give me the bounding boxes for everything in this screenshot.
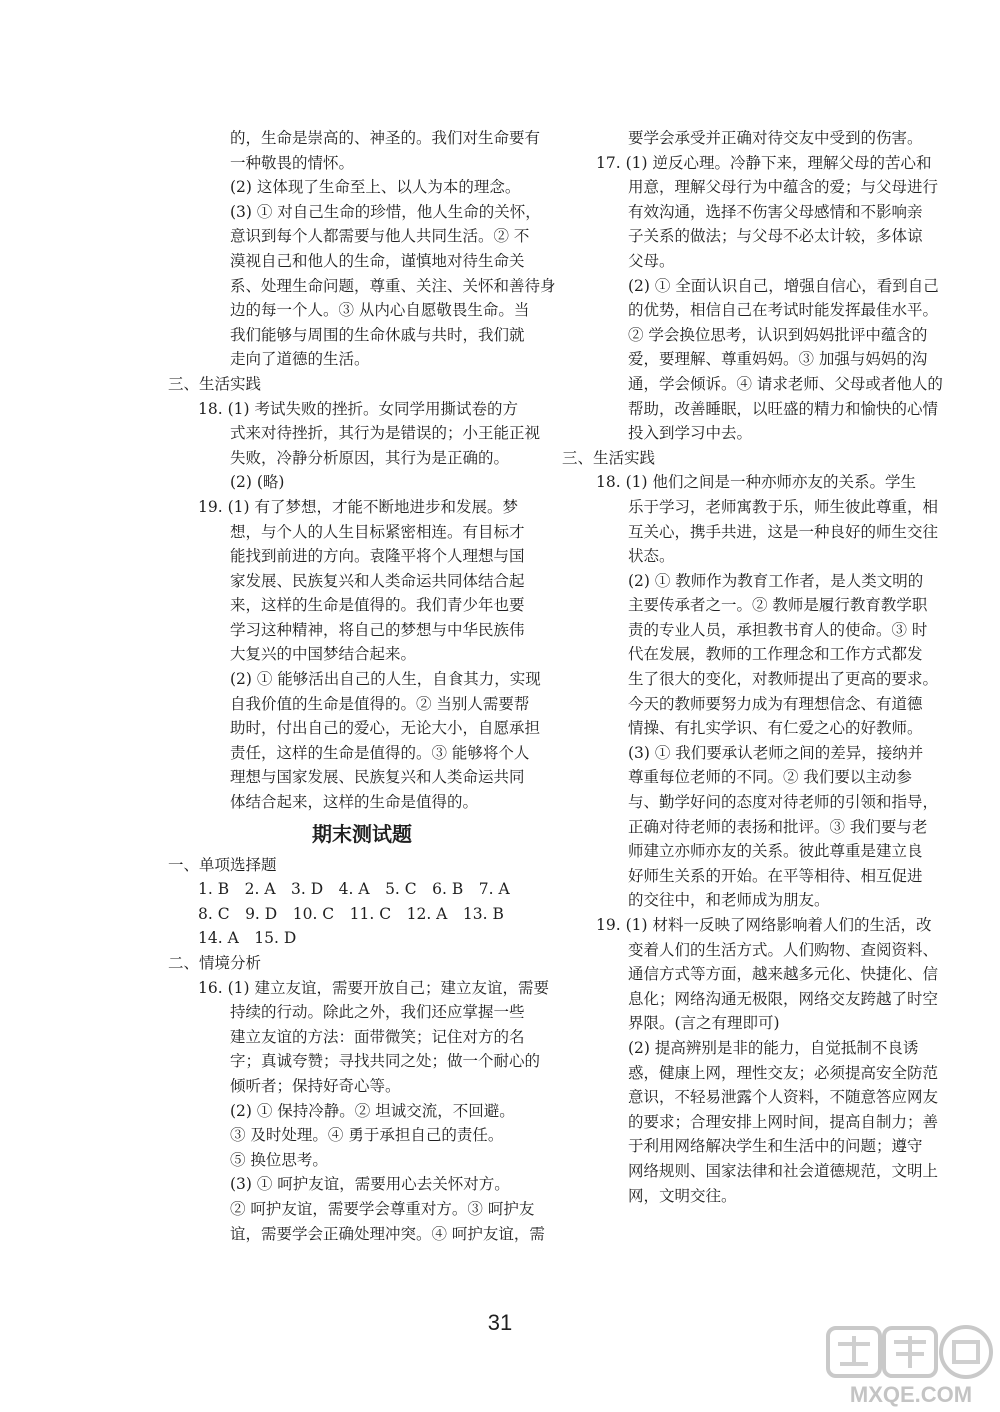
text-line: 想，与个人的人生目标紧密相连。有目标才	[230, 522, 525, 541]
question-line: 19. (1) 有了梦想，才能不断地进步和发展。梦	[198, 497, 518, 516]
question-line: 19. (1) 材料一反映了网络影响着人们的生活，改	[596, 916, 932, 934]
page-number: 31	[487, 1310, 513, 1335]
text-line: (2) ① 教师作为教育工作者，是人类文明的	[628, 571, 924, 590]
text-line: 惑，健康上网，理性交友；必须提高安全防范	[628, 1063, 939, 1082]
text-line: 投入到学习中去。	[628, 424, 753, 443]
text-line: 责的专业人员，承担教书育人的使命。③ 时	[628, 620, 928, 639]
text-line: ③ 及时处理。④ 勇于承担自己的责任。	[230, 1126, 504, 1145]
text-line: ② 呵护友谊，需要学会尊重对方。③ 呵护友	[230, 1199, 535, 1218]
exam-title: 期末测试题	[312, 821, 412, 846]
text-line: 师建立亦师亦友的关系。彼此尊重是建立良	[628, 842, 923, 861]
text-line: (3) ① 我们要承认老师之间的差异，接纳并	[628, 743, 924, 762]
text-line: 网络规则、国家法律和社会道德规范，文明上	[628, 1161, 939, 1180]
text-line: (2) 这体现了生命至上、以人为本的理念。	[230, 178, 521, 197]
text-line: 有效沟通，选择不伤害父母感情和不影响亲	[628, 202, 923, 221]
text-line: 边的每一个人。③ 从内心自愿敬畏生命。当	[230, 301, 530, 320]
text-line: 的要求；合理安排上网时间，提高自制力；善	[628, 1112, 939, 1131]
text-line: 大复兴的中国梦结合起来。	[230, 645, 417, 664]
text-line: 乐于学习，老师寓教于乐，师生彼此尊重，相	[628, 497, 939, 516]
text-line: 网，文明交往。	[628, 1186, 737, 1205]
text-line: 谊，需要学会正确处理冲突。④ 呵护友谊，需	[230, 1224, 545, 1243]
text-line: 能找到前进的方向。袁隆平将个人理想与国	[230, 547, 525, 566]
text-line: 的，生命是崇高的、神圣的。我们对生命要有	[230, 129, 541, 147]
text-line: 持续的行动。除此之外，我们还应掌握一些	[230, 1003, 525, 1022]
text-line: (2) ① 保持冷静。② 坦诚交流，不回避。	[230, 1101, 515, 1120]
text-line: (2) 提高辨别是非的能力，自觉抵制不良诱	[628, 1038, 919, 1057]
text-line: 家发展、民族复兴和人类命运共同体结合起	[230, 571, 525, 590]
text-line: 的交往中，和老师成为朋友。	[628, 891, 830, 910]
text-line: 于利用网络解决学生和生活中的问题；遵守	[628, 1137, 923, 1156]
text-line: 理想与国家发展、民族复兴和人类命运共同	[230, 768, 525, 787]
text-line: 界限。(言之有理即可)	[628, 1014, 780, 1033]
text-line: 好师生关系的开始。在平等相待、相互促进	[628, 866, 923, 885]
text-line: 父母。	[628, 251, 675, 270]
text-line: 变着人们的生活方式。人们购物、查阅资料、	[628, 940, 939, 959]
section-heading: 三、生活实践	[168, 374, 262, 393]
text-line: 用意，理解父母行为中蕴含的爱；与父母进行	[628, 178, 939, 197]
text-line: 意识到每个人都需要与他人共同生活。② 不	[230, 227, 530, 246]
text-line: 的优势，相信自己在考试时能发挥最佳水平。	[628, 301, 939, 320]
text-line: (3) ① 对自己生命的珍惜，他人生命的关怀，	[230, 202, 541, 221]
text-line: 通，学会倾诉。④ 请求老师、父母或者他人的	[628, 374, 943, 393]
section-heading: 一、单项选择题	[168, 855, 277, 874]
text-line: 来，这样的生命是值得的。我们青少年也要	[230, 596, 525, 615]
question-line: 18. (1) 他们之间是一种亦师亦友的关系。学生	[596, 473, 916, 492]
text-line: 倾听者；保持好奇心等。	[230, 1076, 401, 1095]
answer-line: 1. B 2. A 3. D 4. A 5. C 6. B 7. A	[198, 880, 510, 899]
text-line: 尊重每位老师的不同。② 我们要以主动参	[628, 768, 912, 787]
answer-line: 14. A 15. D	[198, 929, 297, 948]
text-line: (3) ① 呵护友谊，需要用心去关怀对方。	[230, 1175, 510, 1194]
text-line: 一种敬畏的情怀。	[230, 153, 355, 172]
text-line: 子关系的做法；与父母不必太计较，多体谅	[628, 227, 923, 246]
text-line: 意识，不轻易泄露个人资料，不随意答应网友	[628, 1088, 939, 1107]
left-column	[168, 126, 556, 1246]
text-line: (2) ① 能够活出自己的人生，自食其力，实现	[230, 670, 541, 689]
text-line: 帮助，改善睡眠，以旺盛的精力和愉快的心情	[628, 399, 939, 418]
text-line: 我们能够与周围的生命休戚与共时，我们就	[230, 325, 525, 344]
text-line: 状态。	[628, 547, 675, 566]
text-line: 失败，冷静分析原因，其行为是正确的。	[230, 448, 510, 467]
section-heading: 二、情境分析	[168, 954, 262, 972]
text-line: 建立友谊的方法：面带微笑；记住对方的名	[230, 1027, 525, 1046]
section-heading: 三、生活实践	[562, 448, 656, 467]
text-line: 字；真诚夸赞；寻找共同之处；做一个耐心的	[230, 1052, 541, 1071]
text-line: 体结合起来，这样的生命是值得的。	[230, 793, 479, 812]
text-line: 式来对待挫折，其行为是错误的；小王能正视	[230, 424, 541, 443]
text-line: (2) (略)	[230, 473, 285, 492]
text-line: 系、处理生命问题，尊重、关注、关怀和善待身	[230, 276, 556, 295]
question-line: 17. (1) 逆反心理。冷静下来，理解父母的苦心和	[596, 153, 932, 172]
text-line: 代在发展，教师的工作理念和工作方式都发	[628, 645, 923, 664]
text-line: 爱，要理解、尊重妈妈。③ 加强与妈妈的沟	[628, 350, 928, 369]
watermark-logo	[826, 1324, 996, 1408]
text-line: 助时，付出自己的爱心，无论大小，自愿承担	[230, 719, 541, 738]
text-line: 今天的教师要努力成为有理想信念、有道德	[628, 694, 923, 713]
text-line: 生了很大的变化，对教师提出了更高的要求。	[628, 670, 939, 689]
text-line: 互关心，携手共进，这是一种良好的师生交往	[628, 522, 939, 541]
text-line: 漠视自己和他人的生命，谨慎地对待生命关	[230, 251, 525, 270]
watermark-icon	[826, 1324, 996, 1408]
text-line: ⑤ 换位思考。	[230, 1150, 328, 1169]
answer-line: 8. C 9. D 10. C 11. C 12. A 13. B	[198, 904, 504, 923]
text-line: 要学会承受并正确对待交友中受到的伤害。	[628, 129, 923, 147]
question-line: 16. (1) 建立友谊，需要开放自己；建立友谊，需要	[198, 978, 549, 997]
text-line: 学习这种精神，将自己的梦想与中华民族伟	[230, 620, 525, 639]
text-line: (2) ① 全面认识自己，增强自信心，看到自己	[628, 276, 939, 295]
text-line: 情操、有扎实学识、有仁爱之心的好教师。	[628, 719, 923, 738]
text-line: ② 学会换位思考，认识到妈妈批评中蕴含的	[628, 325, 928, 344]
right-column	[562, 126, 946, 1208]
question-line: 18. (1) 考试失败的挫折。女同学用撕试卷的方	[198, 399, 518, 418]
text-line: 正确对待老师的表扬和批评。③ 我们要与老	[628, 817, 928, 836]
text-line: 主要传承者之一。② 教师是履行教育教学职	[628, 596, 928, 615]
text-line: 责任，这样的生命是值得的。③ 能够将个人	[230, 743, 530, 762]
watermark-url: MXQE.COM	[849, 1382, 973, 1407]
text-line: 息化；网络沟通无极限，网络交友跨越了时空	[628, 989, 939, 1008]
text-line: 走向了道德的生活。	[230, 350, 370, 369]
text-line: 通信方式等方面，越来越多元化、快捷化、信	[628, 965, 939, 984]
text-line: 与、勤学好问的态度对待老师的引领和指导，	[628, 793, 939, 812]
text-line: 自我价值的生命是值得的。② 当别人需要帮	[230, 694, 530, 713]
